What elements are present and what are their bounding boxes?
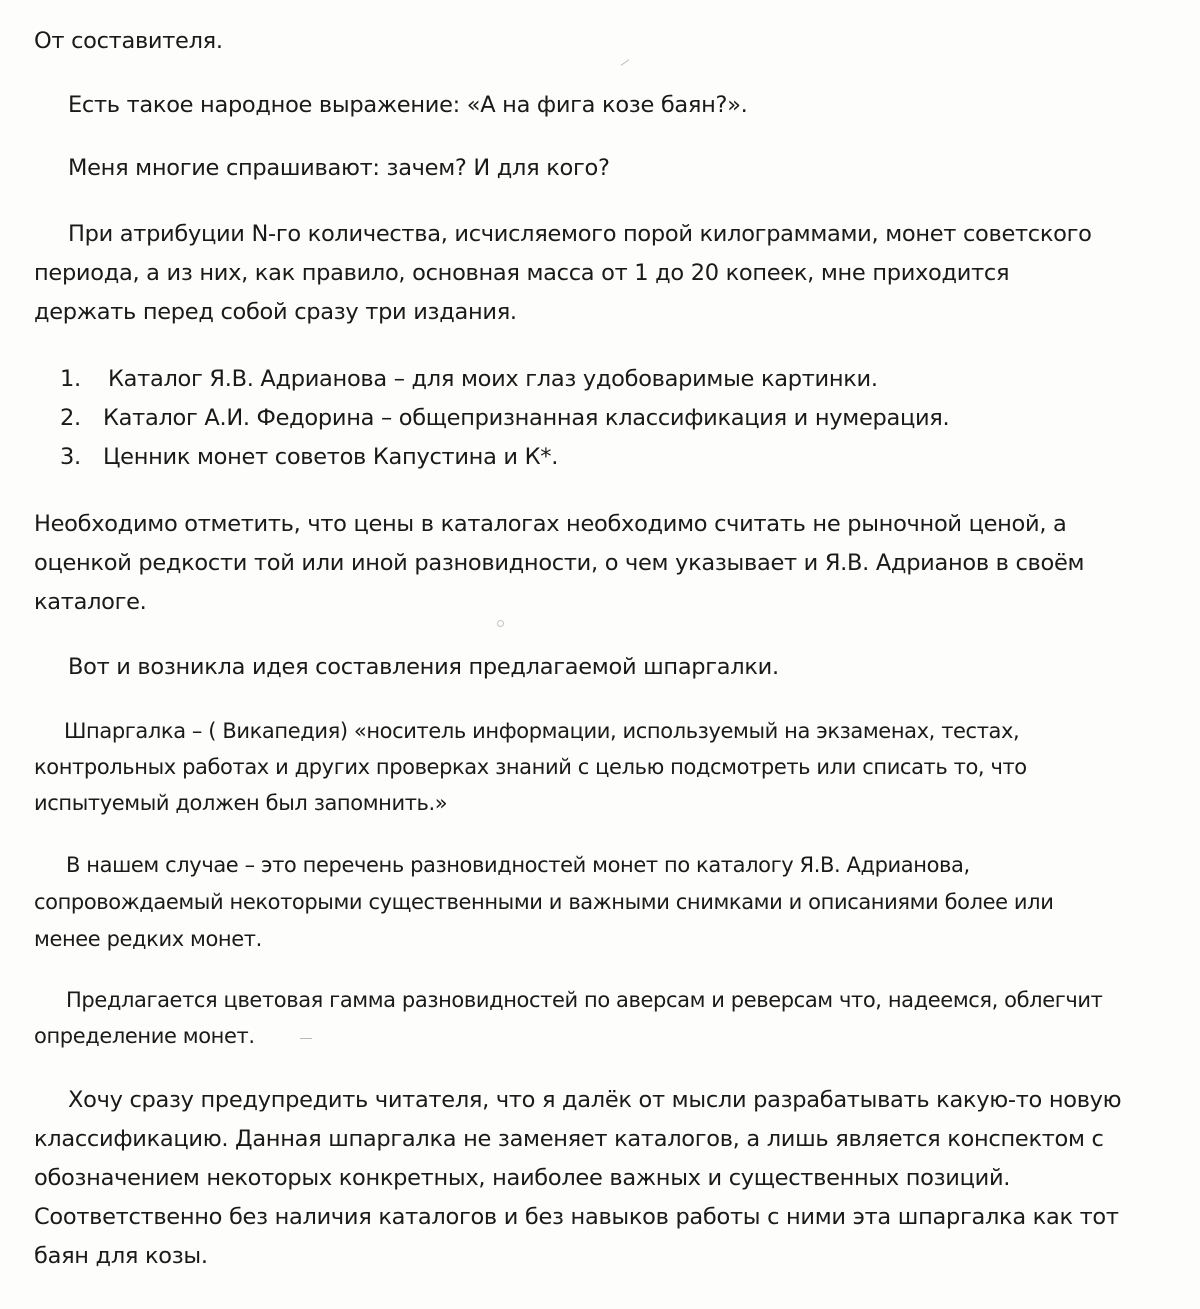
paragraph-attribution-line-1: При атрибуции N-го количества, исчисляемого порой килограммами, монет советского (68, 221, 1092, 247)
paragraph-case-line-1: В нашем случае – это перечень разновидностей монет по каталогу Я.В. Адрианова, (66, 853, 970, 877)
list-item-number: 2. (60, 405, 81, 431)
paragraph-idea: Вот и возникла идея составления предлагаемой шпаргалки. (68, 654, 779, 680)
list-item-text: Каталог Я.В. Адрианова – для моих глаз удобоваримые картинки. (108, 366, 878, 392)
paragraph-wiki-line-3: испытуемый должен был запомнить.» (34, 791, 448, 815)
paragraph-case-line-3: менее редких монет. (34, 927, 262, 951)
paragraph-prices-line-1: Необходимо отметить, что цены в каталогах необходимо считать не рыночной ценой, а (34, 511, 1067, 537)
list-item-number: 3. (60, 444, 81, 470)
paragraph-warning-line-5: баян для козы. (34, 1243, 208, 1269)
scan-speck (621, 59, 630, 66)
paragraph-prices-line-3: каталоге. (34, 589, 147, 615)
paragraph-saying: Есть такое народное выражение: «А на фига козе баян?». (68, 92, 748, 118)
paragraph-question: Меня многие спрашивают: зачем? И для кого? (68, 155, 610, 181)
paragraph-warning-line-4: Соответственно без наличия каталогов и без навыков работы с ними эта шпаргалка как тот (34, 1204, 1119, 1230)
paragraph-attribution-line-2: периода, а из них, как правило, основная масса от 1 до 20 копеек, мне приходится (34, 260, 1010, 286)
paragraph-colors-line-1: Предлагается цветовая гамма разновидностей по аверсам и реверсам что, надеемся, облегчит (66, 988, 1103, 1012)
paragraph-attribution-line-3: держать перед собой сразу три издания. (34, 299, 517, 325)
paragraph-case-line-2: сопровождаемый некоторыми существенными и важными снимками и описаниями более или (34, 890, 1054, 914)
paragraph-colors-line-2: определение монет. (34, 1024, 255, 1048)
paragraph-warning-line-2: классификацию. Данная шпаргалка не заменяет каталогов, а лишь является конспектом с (34, 1126, 1104, 1152)
paragraph-wiki-line-2: контрольных работах и других проверках знаний с целью подсмотреть или списать то, что (34, 755, 1027, 779)
paragraph-prices-line-2: оценкой редкости той или иной разновидности, о чем указывает и Я.В. Адрианов в своём (34, 550, 1085, 576)
page-heading: От составителя. (34, 28, 223, 54)
list-item-number: 1. (60, 366, 81, 392)
list-item-text: Ценник монет советов Капустина и К*. (103, 444, 559, 470)
paragraph-wiki-line-1: Шпаргалка – ( Викапедия) «носитель информации, используемый на экзаменах, тестах, (64, 719, 1020, 743)
paragraph-warning-line-3: обозначением некоторых конкретных, наиболее важных и существенных позиций. (34, 1165, 1011, 1191)
scan-speck (497, 620, 504, 627)
scan-speck (300, 1038, 312, 1039)
list-item-text: Каталог А.И. Федорина – общепризнанная классификация и нумерация. (103, 405, 950, 431)
paragraph-warning-line-1: Хочу сразу предупредить читателя, что я далёк от мысли разрабатывать какую-то новую (68, 1087, 1122, 1113)
